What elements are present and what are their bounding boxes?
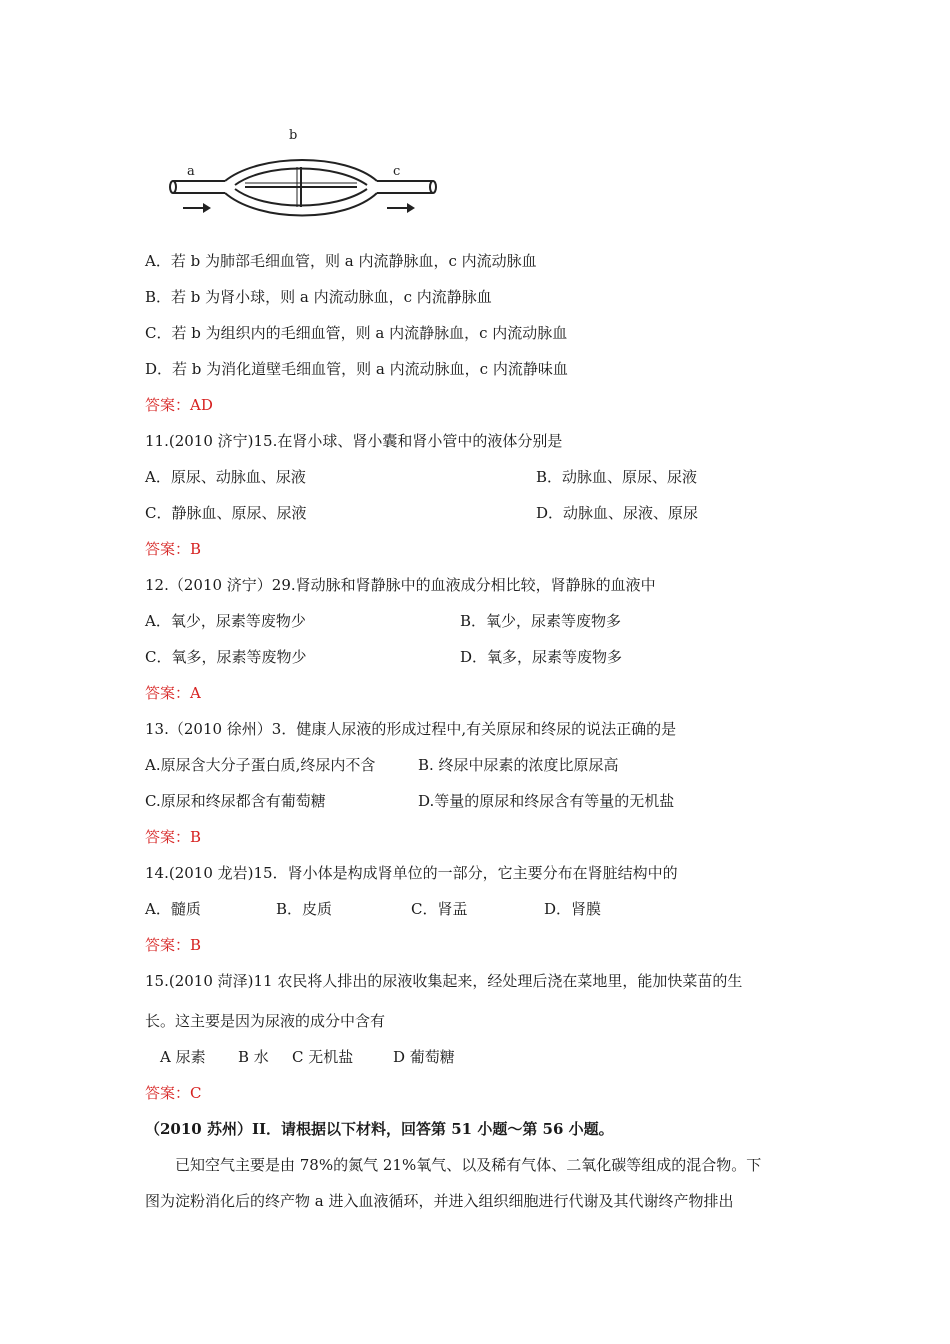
q11-stem: 11.(2010 济宁)15.在肾小球、肾小囊和肾小管中的液体分别是 bbox=[145, 432, 563, 450]
label-c: c bbox=[393, 164, 401, 179]
q15-stem-line2: 长。这主要是因为尿液的成分中含有 bbox=[145, 1012, 386, 1030]
q15-option-c: C 无机盐 bbox=[292, 1048, 354, 1066]
q10-option-c: C．若 b 为组织内的毛细血管，则 a 内流静脉血，c 内流动脉血 bbox=[145, 324, 568, 342]
q12-stem: 12.（2010 济宁）29.肾动脉和肾静脉中的血液成分相比较，肾静脉的血液中 bbox=[145, 576, 656, 594]
capillary-network-diagram bbox=[165, 125, 445, 225]
q14-option-b: B．皮质 bbox=[276, 900, 333, 918]
q11-option-b: B．动脉血、原尿、尿液 bbox=[536, 468, 698, 486]
q14-option-d: D．肾膜 bbox=[544, 900, 602, 918]
q11-option-c: C．静脉血、原尿、尿液 bbox=[145, 504, 307, 522]
q13-option-d: D.等量的原尿和终尿含有等量的无机盐 bbox=[418, 792, 675, 810]
q11-option-a: A．原尿、动脉血、尿液 bbox=[145, 468, 306, 486]
q15-answer: 答案：C bbox=[145, 1084, 202, 1102]
q11-answer: 答案：B bbox=[145, 540, 202, 558]
q13-stem: 13.（2010 徐州）3．健康人尿液的形成过程中,有关原尿和终尿的说法正确的是 bbox=[145, 720, 677, 738]
q10-option-b: B．若 b 为肾小球，则 a 内流动脉血，c 内流静脉血 bbox=[145, 288, 492, 306]
q12-option-d: D．氧多，尿素等废物多 bbox=[460, 648, 623, 666]
q14-stem: 14.(2010 龙岩)15．肾小体是构成肾单位的一部分，它主要分布在肾脏结构中的 bbox=[145, 864, 678, 882]
section-paragraph-line2: 图为淀粉消化后的终产物 a 进入血液循环，并进入组织细胞进行代谢及其代谢终产物排出 bbox=[145, 1192, 734, 1210]
q10-option-d: D．若 b 为消化道壁毛细血管，则 a 内流动脉血，c 内流静味血 bbox=[145, 360, 568, 378]
q14-answer: 答案：B bbox=[145, 936, 202, 954]
q13-answer: 答案：B bbox=[145, 828, 202, 846]
label-a: a bbox=[187, 164, 195, 179]
label-b: b bbox=[289, 128, 298, 143]
q10-answer: 答案：AD bbox=[145, 396, 213, 414]
q12-option-c: C．氧多，尿素等废物少 bbox=[145, 648, 307, 666]
q12-answer: 答案：A bbox=[145, 684, 201, 702]
q15-option-a: A 尿素 bbox=[160, 1048, 206, 1066]
q13-option-b: B. 终尿中尿素的浓度比原尿高 bbox=[418, 756, 619, 774]
q11-option-d: D．动脉血、尿液、原尿 bbox=[536, 504, 699, 522]
q15-stem-line1: 15.(2010 菏泽)11 农民将人排出的尿液收集起来，经处理后浇在菜地里，能加快菜苗的生 bbox=[145, 972, 743, 990]
q15-option-b: B 水 bbox=[238, 1048, 269, 1066]
q15-option-d: D 葡萄糖 bbox=[393, 1048, 455, 1066]
section-heading: （2010 苏州）II．请根据以下材料，回答第 51 小题～第 56 小题。 bbox=[145, 1120, 614, 1138]
q10-option-a: A．若 b 为肺部毛细血管，则 a 内流静脉血，c 内流动脉血 bbox=[145, 252, 537, 270]
section-paragraph-line1: 已知空气主要是由 78%的氮气 21%氧气、以及稀有气体、二氧化碳等组成的混合物。下 bbox=[175, 1156, 762, 1174]
q14-option-a: A．髓质 bbox=[145, 900, 201, 918]
q13-option-c: C.原尿和终尿都含有葡萄糖 bbox=[145, 792, 326, 810]
q14-option-c: C．肾盂 bbox=[411, 900, 468, 918]
q12-option-a: A．氧少，尿素等废物少 bbox=[145, 612, 306, 630]
q13-option-a: A.原尿含大分子蛋白质,终尿内不含 bbox=[145, 756, 376, 774]
q12-option-b: B．氧少，尿素等废物多 bbox=[460, 612, 622, 630]
